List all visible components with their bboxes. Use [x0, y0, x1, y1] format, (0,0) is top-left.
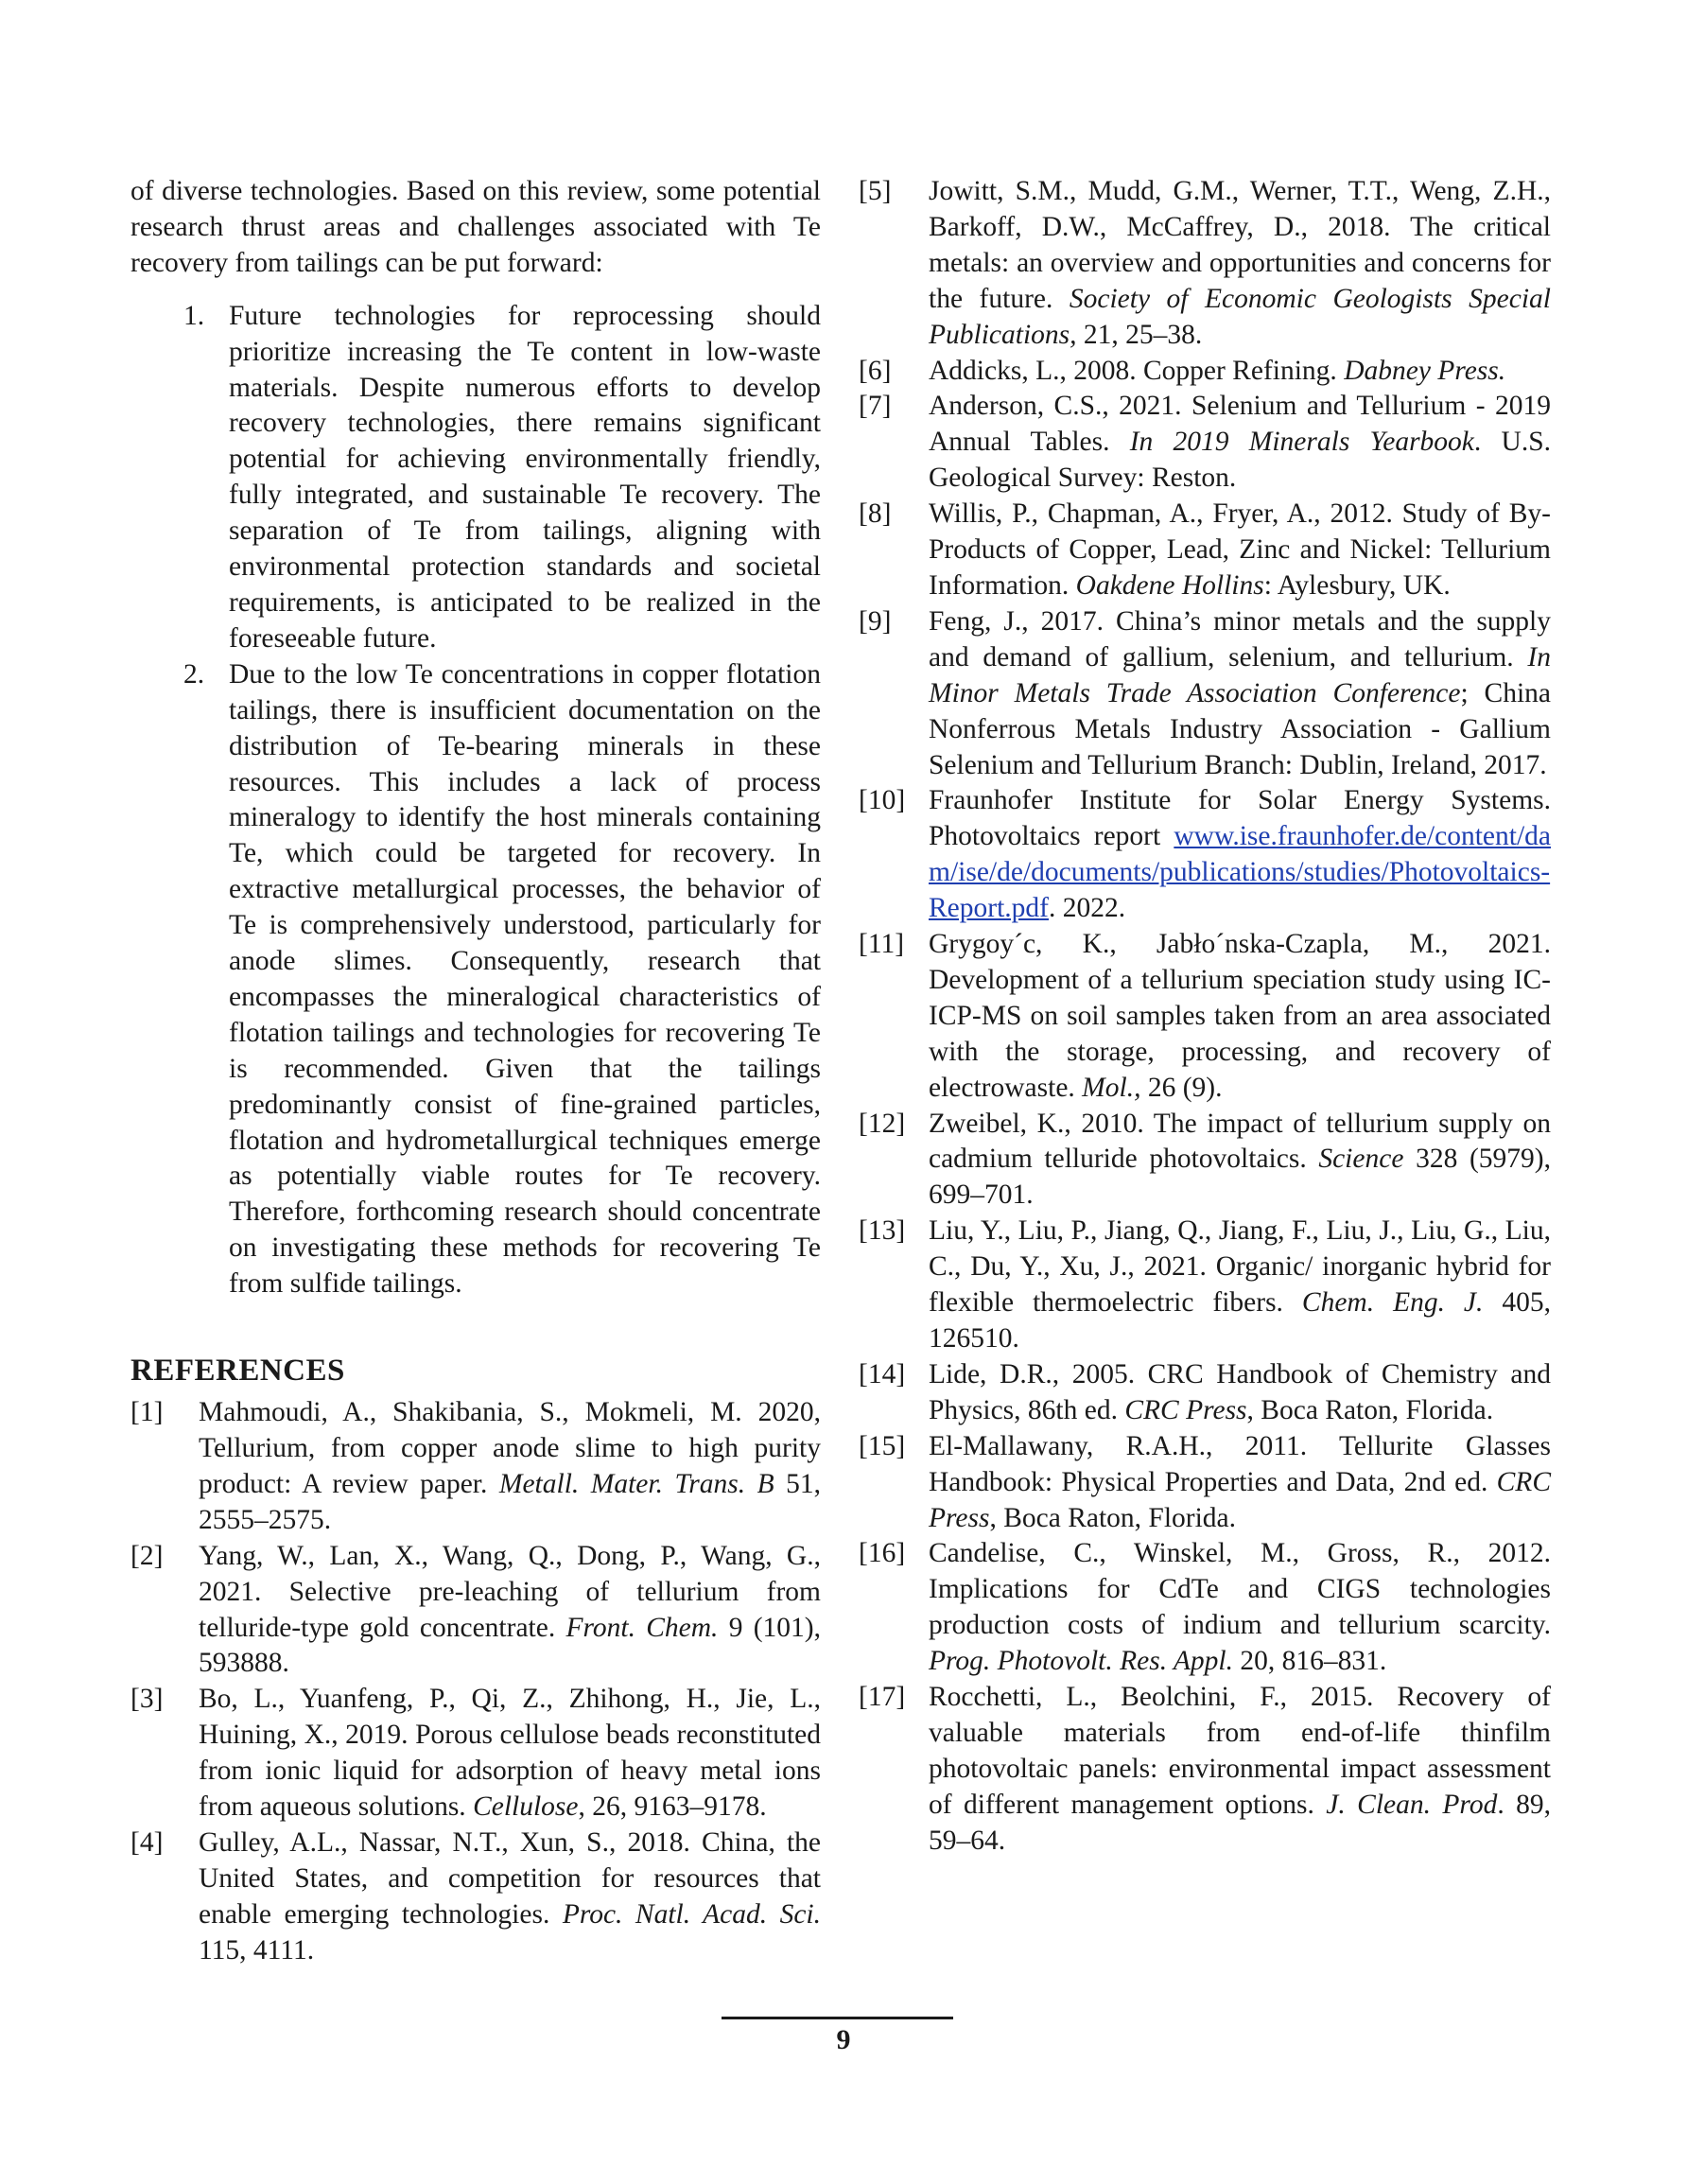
- reference-entry: [859, 354, 1551, 390]
- reference-number: [15]: [859, 1430, 906, 1461]
- reference-number: [7]: [859, 391, 892, 422]
- reference-entry: [859, 389, 1551, 497]
- reference-details: 405, 126510.: [929, 1287, 1551, 1354]
- reference-number: [8]: [859, 498, 892, 530]
- reference-text: Mahmoudi, A., Shakibania, S., Mokmeli, M. 2020, Tellurium, from copper anode slime to high purity product: A review paper.: [199, 1397, 821, 1499]
- reference-number: [3]: [130, 1684, 164, 1715]
- reference-entry: [130, 1395, 821, 1539]
- list-item-number: 1.: [183, 300, 205, 331]
- reference-source: Dabney Press.: [1344, 355, 1506, 386]
- reference-entry: [130, 1682, 821, 1826]
- reference-entry: [859, 497, 1551, 604]
- page-number: 9: [836, 2024, 851, 2055]
- footer-divider: [722, 2017, 953, 2019]
- reference-entry: [859, 604, 1551, 784]
- reference-text: Addicks, L., 2008. Copper Refining.: [929, 355, 1345, 386]
- reference-details: 51, 2555–2575.: [199, 1468, 822, 1535]
- reference-source: In 2019 Minerals Yearbook: [1129, 427, 1474, 458]
- reference-source: Front. Chem.: [565, 1612, 719, 1643]
- reference-text: Gulley, A.L., Nassar, N.T., Xun, S., 2018. China, the United States, and competition for resources that enable emerging technologies.: [199, 1826, 821, 1930]
- reference-details: ; China Nonferrous Metals Industry Association - Gallium Selenium and Tellurium Branch: Dublin, Ireland, 2017.: [929, 677, 1551, 780]
- reference-number: [4]: [130, 1826, 164, 1858]
- reference-entry: [859, 783, 1551, 927]
- reference-source: Mol.,: [1082, 1072, 1141, 1103]
- reference-text: Rocchetti, L., Beolchini, F., 2015. Recovery of valuable materials from end-of-life thinfilm photovoltaic panels: environmental impact assessment of different management options.: [929, 1682, 1551, 1820]
- reference-source: CRC Press: [1124, 1394, 1247, 1425]
- reference-entry: [859, 1536, 1551, 1680]
- reference-number: [16]: [859, 1538, 906, 1569]
- reference-source: Oakdene Hollins: [1075, 569, 1264, 601]
- reference-entry: [130, 1826, 821, 1969]
- reference-number: [17]: [859, 1682, 906, 1713]
- reference-source: Prog. Photovolt. Res. Appl.: [929, 1646, 1234, 1677]
- reference-source: Metall. Mater. Trans. B: [498, 1468, 774, 1499]
- list-item: [130, 657, 821, 1302]
- reference-text: Jowitt, S.M., Mudd, G.M., Werner, T.T., Weng, Z.H., Barkoff, D.W., McCaffrey, D., 2018. The critical metals: an overview and opportunities and concerns for the future.: [929, 176, 1551, 314]
- reference-number: [1]: [130, 1397, 164, 1428]
- reference-entry: [859, 174, 1551, 354]
- reference-details: , Boca Raton, Florida.: [1246, 1394, 1494, 1425]
- reference-number: [9]: [859, 605, 892, 637]
- reference-number: [5]: [859, 176, 892, 206]
- reference-text: Lide, D.R., 2005. CRC Handbook of Chemistry and Physics, 86th ed.: [929, 1358, 1551, 1425]
- reference-details: 20, 816–831.: [1233, 1646, 1387, 1677]
- reference-number: [2]: [130, 1540, 164, 1571]
- references-heading: REFERENCES: [130, 1354, 345, 1389]
- reference-text: Zweibel, K., 2010. The impact of tellurium supply on cadmium telluride photovoltaics.: [929, 1108, 1551, 1175]
- reference-entry: [130, 1539, 821, 1683]
- reference-source: In Minor Metals Trade Association Conference: [929, 641, 1551, 708]
- reference-details: 9 (101), 593888.: [199, 1612, 821, 1679]
- reference-number: [6]: [859, 355, 892, 386]
- reference-details: . U.S. Geological Survey: Reston.: [929, 427, 1551, 494]
- reference-text: Candelise, C., Winskel, M., Gross, R., 2012. Implications for CdTe and CIGS technologies production costs of indium and tellurium scarcity.: [929, 1538, 1551, 1641]
- reference-source: Proc. Natl. Acad. Sci.: [562, 1898, 821, 1930]
- reference-source: Chem. Eng. J.: [1301, 1287, 1484, 1319]
- reference-text: Bo, L., Yuanfeng, P., Qi, Z., Zhihong, H., Jie, L., Huining, X., 2019. Porous cellulose beads reconstituted from ionic liquid for adsorption of heavy metal ions from aqueous solutions.: [199, 1684, 821, 1823]
- reference-text: Anderson, C.S., 2021. Selenium and Tellurium - 2019 Annual Tables.: [929, 391, 1551, 458]
- reference-source: J. Clean. Prod: [1326, 1789, 1498, 1820]
- reference-details: 115, 4111.: [199, 1934, 315, 1966]
- reference-details: : Aylesbury, UK.: [1263, 569, 1451, 601]
- reference-entry: [859, 927, 1551, 1107]
- reference-source: Society of Economic Geologists Special Publications,: [929, 283, 1551, 350]
- right-column: [859, 174, 1551, 1860]
- reference-details: , Boca Raton, Florida.: [989, 1502, 1237, 1533]
- reference-source: CRC Press: [929, 1466, 1551, 1533]
- reference-details: , 26, 9163–9178.: [578, 1791, 767, 1823]
- reference-text: Willis, P., Chapman, A., Fryer, A., 2012. Study of By-Products of Copper, Lead, Zinc and Nickel: Tellurium Information.: [929, 498, 1551, 601]
- reference-details: . 2022.: [1049, 893, 1126, 924]
- list-item: [130, 299, 821, 657]
- reference-text: Feng, J., 2017. China’s minor metals and the supply and demand of gallium, selenium, and tellurium.: [929, 605, 1551, 673]
- reference-number: [13]: [859, 1215, 906, 1247]
- reference-number: [10]: [859, 785, 906, 816]
- reference-details: 21, 25–38.: [1076, 319, 1203, 350]
- reference-entry: [859, 1107, 1551, 1214]
- reference-source: Science: [1318, 1144, 1404, 1175]
- reference-details: 328 (5979), 699–701.: [929, 1144, 1551, 1211]
- reference-entry: [859, 1357, 1551, 1429]
- report-link[interactable]: www.ise.fraunhofer.de/content/dam/ise/de/documents/publications/studies/Photovoltaics-Report.pdf: [929, 821, 1551, 924]
- reference-details: 26 (9).: [1140, 1072, 1223, 1103]
- reference-number: [12]: [859, 1108, 906, 1139]
- list-item-text: Due to the low Te concentrations in copper flotation tailings, there is insufficient documentation on the distribution of Te-bearing minerals in these resources. This includes a lack of process mineralogy to identify the host minerals containing Te, which could be targeted for recovery. In extractive metallurgical processes, the behavior of Te is comprehensively understood, particularly for anode slimes. Consequently, research that encompasses the mineralogical characteristics of flotation tailings and technologies for recovering Te is recommended. Given that the tailings predominantly consist of fine-grained particles, flotation and hydrometallurgical techniques emerge as potentially viable routes for Te recovery. Therefore, forthcoming research should concentrate on investigating these methods for recovering Te from sulfide tailings.: [229, 658, 821, 1300]
- reference-source: Cellulose: [473, 1791, 579, 1823]
- reference-text: Liu, Y., Liu, P., Jiang, Q., Jiang, F., Liu, J., Liu, G., Liu, C., Du, Y., Xu, J., 2021. Organic/ inorganic hybrid for flexible thermoelectric fibers.: [929, 1215, 1551, 1319]
- reference-entry: [859, 1214, 1551, 1357]
- left-column: [130, 174, 821, 1969]
- reference-entry: [859, 1429, 1551, 1537]
- reference-details: . 89, 59–64.: [929, 1789, 1552, 1856]
- reference-text: El-Mallawany, R.A.H., 2011. Tellurite Glasses Handbook: Physical Properties and Data, 2nd ed.: [929, 1430, 1551, 1497]
- reference-number: [11]: [859, 929, 905, 960]
- reference-entry: [859, 1680, 1551, 1860]
- list-item-text: Future technologies for reprocessing should prioritize increasing the Te content in low-waste materials. Despite numerous efforts to develop recovery technologies, there remains significant potential for achieving environmentally friendly, fully integrated, and sustainable Te recovery. The separation of Te from tailings, aligning with environmental protection standards and societal requirements, is anticipated to be realized in the foreseeable future.: [229, 300, 821, 654]
- list-item-number: 2.: [183, 658, 205, 690]
- reference-text: Grygoy´c, K., Jabło´nska-Czapla, M., 2021. Development of a tellurium speciation study using IC-ICP-MS on soil samples taken from an area associated with the storage, processing, and recovery of electrowaste.: [929, 929, 1551, 1103]
- reference-number: [14]: [859, 1358, 906, 1389]
- reference-text: Fraunhofer Institute for Solar Energy Systems. Photovoltaics report: [929, 785, 1551, 852]
- intro-paragraph: of diverse technologies. Based on this review, some potential research thrust areas and challenges associated with Te recovery from tailings can be put forward:: [130, 176, 821, 278]
- research-areas-list: [130, 299, 821, 1302]
- reference-text: Yang, W., Lan, X., Wang, Q., Dong, P., Wang, G., 2021. Selective pre-leaching of tellurium from telluride-type gold concentrate.: [199, 1540, 821, 1643]
